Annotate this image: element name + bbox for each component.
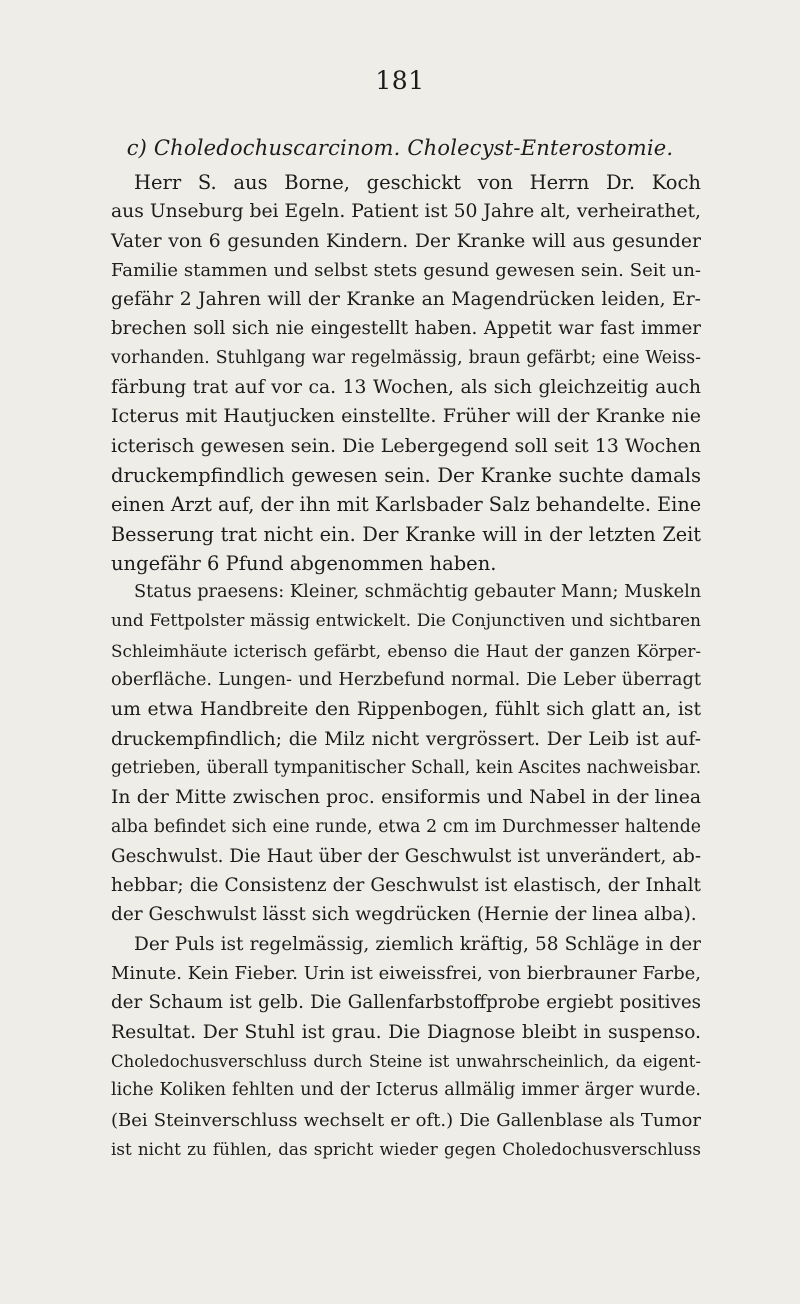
text-line: (Bei Steinverschluss wechselt er oft.) Die Gallenblase als Tumor (111, 1109, 701, 1131)
text-line: liche Koliken fehlten und der Icterus allmälig immer ärger wurde. (111, 1080, 701, 1101)
text-line: Geschwulst. Die Haut über der Geschwulst ist unverändert, ab- (111, 845, 701, 867)
text-line: Resultat. Der Stuhl ist grau. Die Diagnose bleibt in suspenso. (111, 1021, 701, 1043)
text-line: hebbar; die Consistenz der Geschwulst ist elastisch, der Inhalt (111, 875, 701, 897)
text-line: Minute. Kein Fieber. Urin ist eiweissfrei, von bierbrauner Farbe, (111, 963, 701, 985)
text-line: druckempfindlich; die Milz nicht vergrössert. Der Leib ist auf- (111, 728, 701, 750)
text-line: gefähr 2 Jahren will der Kranke an Magendrücken leiden, Er- (111, 289, 701, 311)
text-line: der Schaum ist gelb. Die Gallenfarbstoffprobe ergiebt positives (111, 992, 701, 1014)
text-line: vorhanden. Stuhlgang war regelmässig, braun gefärbt; eine Weiss- (111, 347, 701, 368)
text-line: In der Mitte zwischen proc. ensiformis und Nabel in der linea (111, 787, 701, 809)
text-line: aus Unseburg bei Egeln. Patient ist 50 Jahre alt, verheirathet, (111, 201, 701, 223)
section-heading: c) Choledochuscarcinom. Cholecyst-Enterostomie. (126, 136, 674, 160)
text-line: Der Puls ist regelmässig, ziemlich kräftig, 58 Schläge in der (134, 933, 701, 955)
text-line: Status praesens: Kleiner, schmächtig gebauter Mann; Muskeln (134, 582, 702, 603)
text-line: ungefähr 6 Pfund abgenommen haben. (111, 551, 497, 575)
text-line: Schleimhäute icterisch gefärbt, ebenso die Haut der ganzen Körper- (111, 640, 701, 661)
text-line: alba befindet sich eine runde, etwa 2 cm im Durchmesser haltende (111, 816, 701, 837)
text-line: Besserung trat nicht ein. Der Kranke will in der letzten Zeit (111, 522, 701, 546)
text-line: um etwa Handbreite den Rippenbogen, fühlt sich glatt an, ist (111, 699, 701, 721)
text-line: einen Arzt auf, der ihn mit Karlsbader Salz behandelte. Eine (111, 493, 702, 517)
text-line: oberfläche. Lungen- und Herzbefund normal. Die Leber überragt (111, 670, 701, 691)
text-line: brechen soll sich nie eingestellt haben. Appetit war fast immer (111, 318, 701, 340)
text-line: Vater von 6 gesunden Kindern. Der Kranke will aus gesunder (111, 230, 701, 252)
text-line: Herr S. aus Borne, geschickt von Herrn Dr. Koch (134, 171, 701, 194)
text-line: Icterus mit Hautjucken einstellte. Früher will der Kranke nie (111, 405, 701, 428)
text-line: getrieben, überall tympanitischer Schall, kein Ascites nachweisbar. (111, 757, 702, 778)
text-line: färbung trat auf vor ca. 13 Wochen, als sich gleichzeitig auch (111, 377, 701, 399)
text-line: und Fettpolster mässig entwickelt. Die Conjunctiven und sichtbaren (111, 611, 701, 632)
body-text (111, 168, 701, 1164)
text-line: Choledochusverschluss durch Steine ist unwahrscheinlich, da eigent- (111, 1051, 701, 1071)
page-number: 181 (375, 66, 425, 95)
text-line: druckempfindlich gewesen sein. Der Kranke suchte damals (111, 463, 701, 487)
text-line: icterisch gewesen sein. Die Lebergegend soll seit 13 Wochen (111, 434, 701, 457)
text-line: ist nicht zu fühlen, das spricht wieder gegen Choledochusverschluss (111, 1138, 701, 1159)
text-line: der Geschwulst lässt sich wegdrücken (Hernie der linea alba). (111, 904, 697, 926)
text-line: Familie stammen und selbst stets gesund gewesen sein. Seit un- (111, 259, 701, 281)
